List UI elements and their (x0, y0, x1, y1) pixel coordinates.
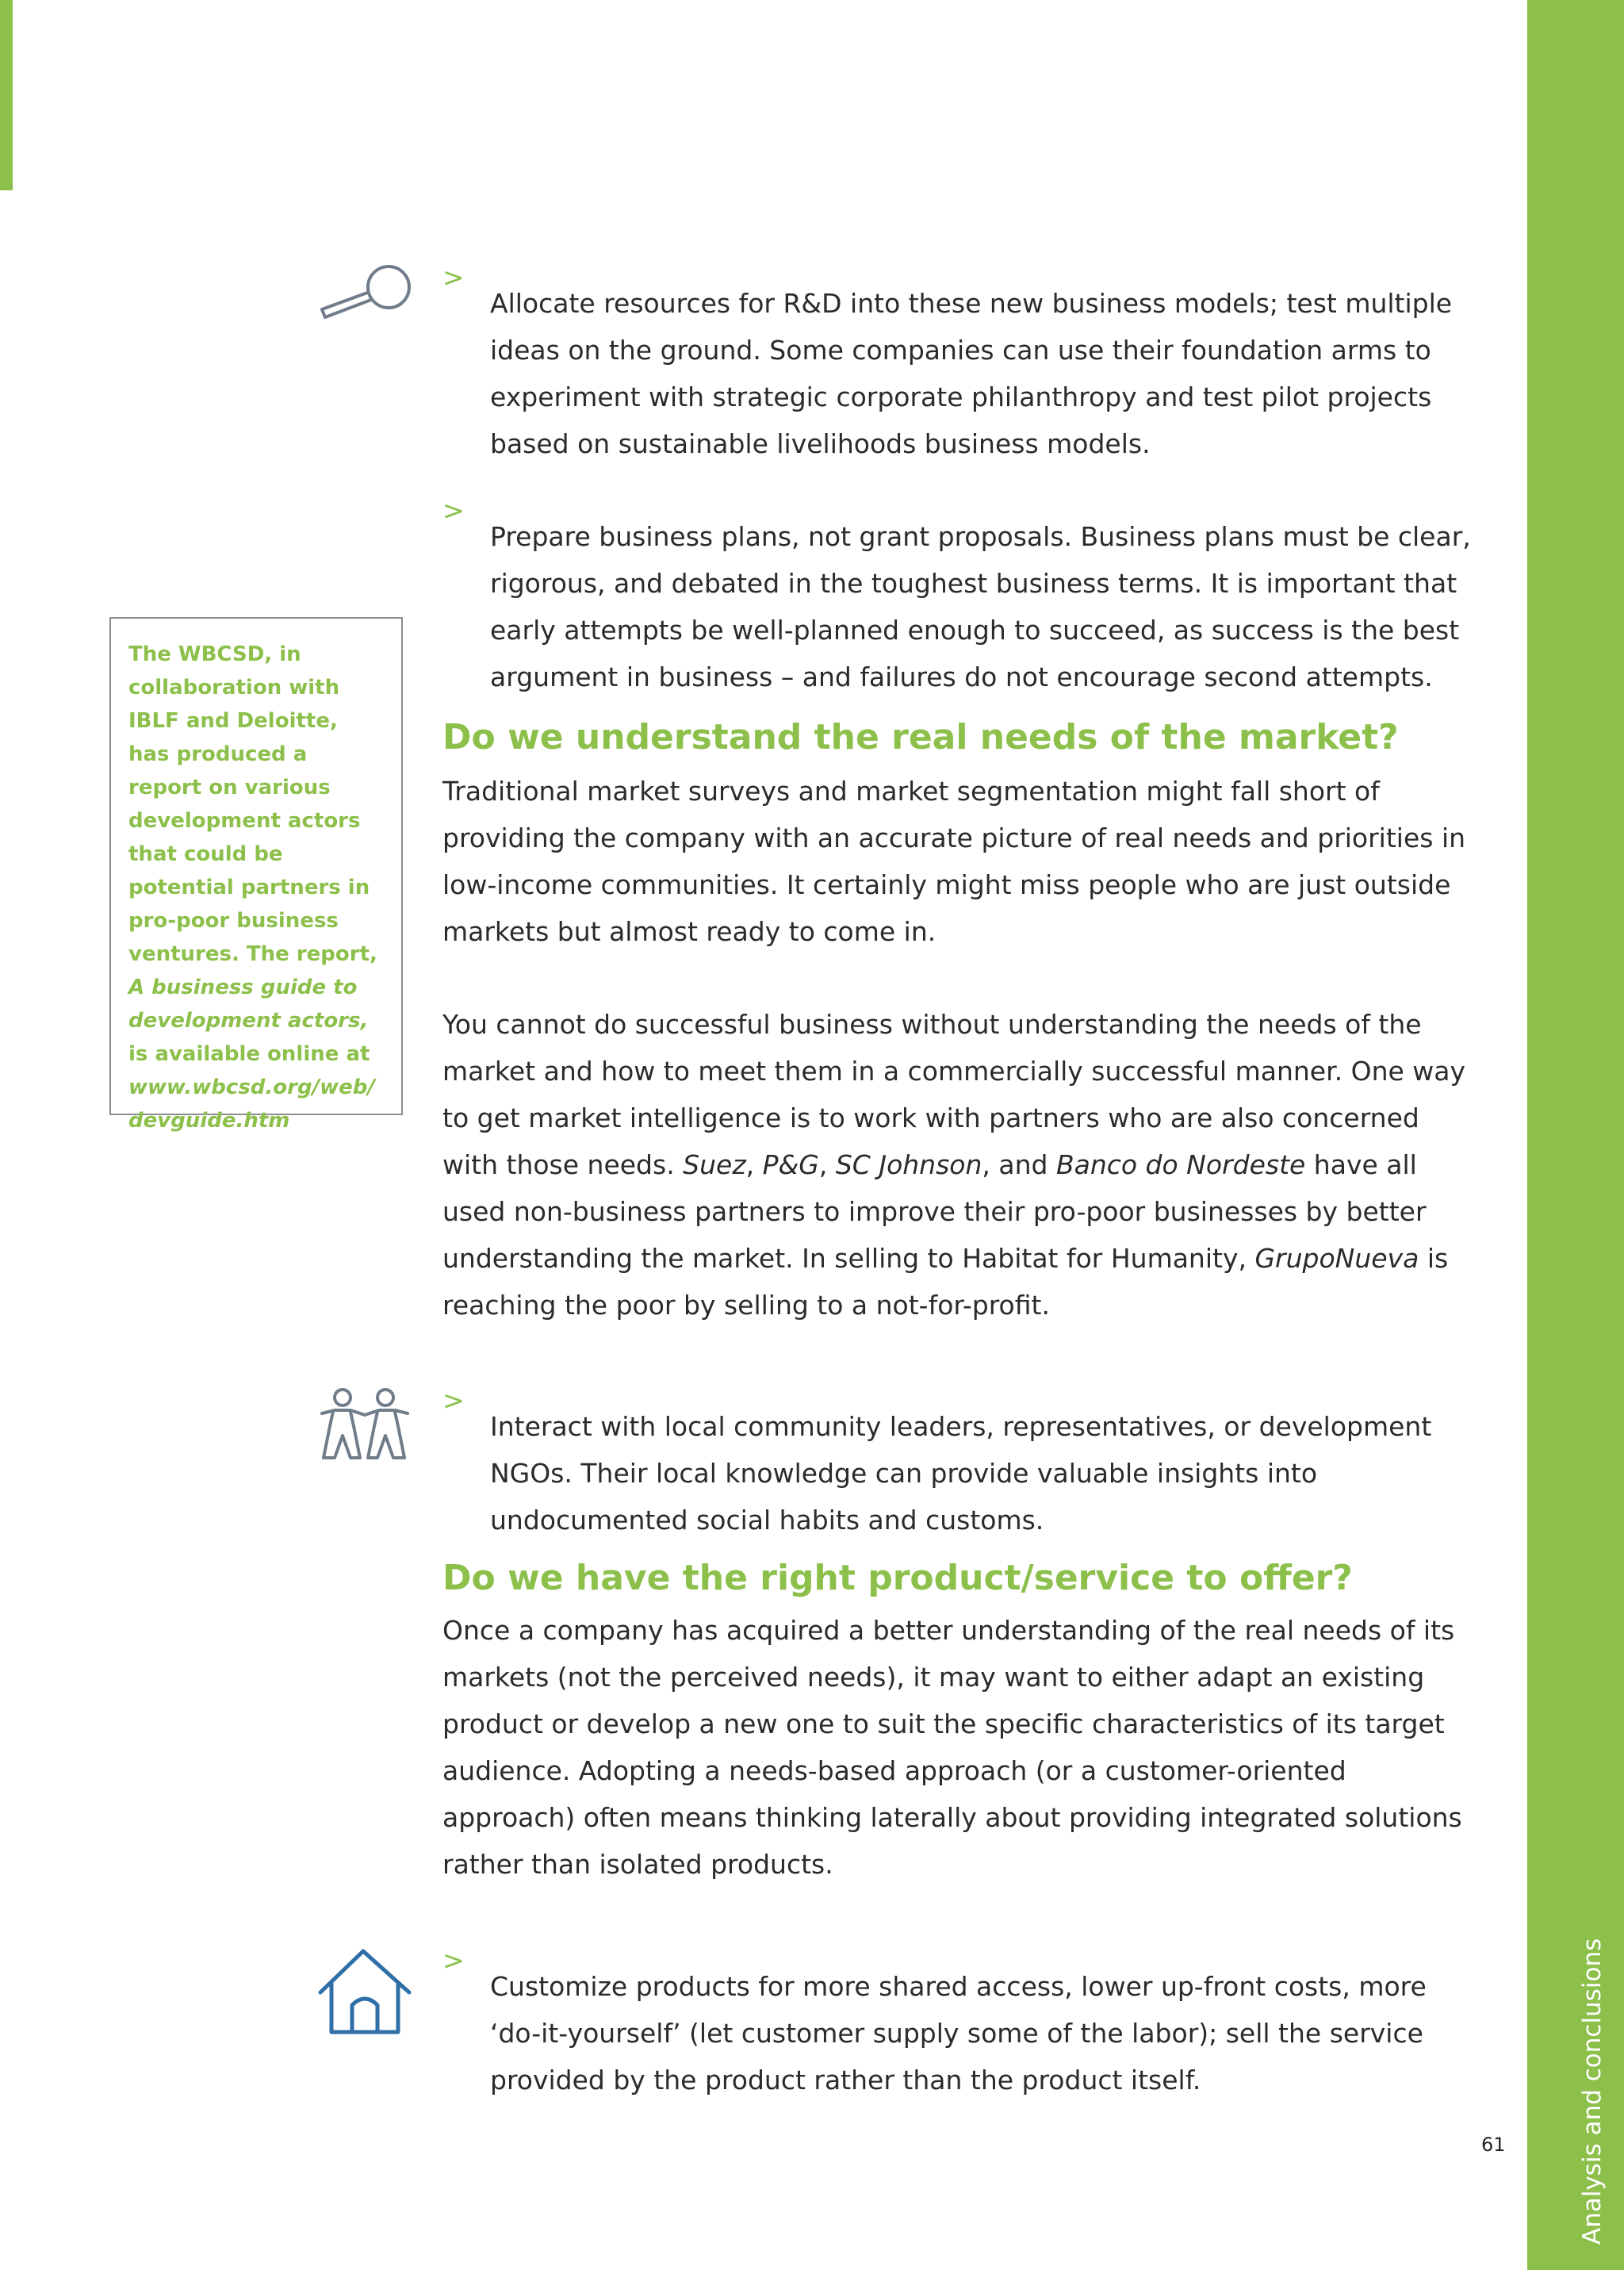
bullet-text: Prepare business plans, not grant proposals. Business plans must be clear, rigorous, and debated in the toughest business terms. It is important that early attempts be well-planned enough to succeed, as success is the best argument in business – and failures do not encourage second attempts. (490, 521, 1471, 692)
para2-a: You cannot do successful business without understanding the needs of the market and how to meet them in a commercially successful manner. One way to get market intelligence is to work with partners who are also concerned with those needs. (442, 1009, 1466, 1180)
paragraph (442, 1001, 1473, 1329)
house-icon (316, 1945, 414, 2038)
magnifier-icon (316, 260, 417, 324)
bullet-business-plans (442, 487, 1473, 727)
para2-b: have all used non-business partners to improve their pro-poor businesses by better understanding the market. In selling to Habitat for Humanity, (442, 1149, 1427, 1274)
side-band-label: Analysis and conclusions (1578, 1938, 1607, 2245)
bullet-customize-products (442, 1937, 1473, 2130)
accent-bar-top (0, 0, 13, 190)
bullet-local-leaders (442, 1377, 1473, 1570)
bullet-marker: > (442, 262, 465, 293)
bullet-text: Customize products for more shared access, lower up-front costs, more ‘do-it-yourself’ (let customer supply some of the labor); sell the service provided by the product rather than the product itself. (490, 1971, 1427, 2096)
company-banco-do-nordeste: Banco do Nordeste (1055, 1149, 1306, 1180)
people-icon (316, 1386, 412, 1463)
section-heading-right-product: Do we have the right product/service to offer? (442, 1558, 1353, 1598)
page-number: 61 (1481, 2134, 1506, 2156)
bullet-text: Allocate resources for R&D into these new business models; test multiple ideas on the ground. Some companies can use their foundation arms to experiment with strategic corporate philanthropy and test pilot projects based on sustainable livelihoods business models. (490, 288, 1453, 459)
section1-para1 (442, 768, 1473, 955)
company-suez: Suez (683, 1149, 746, 1180)
separator: , (745, 1149, 763, 1180)
para2-c: is reaching the poor by selling to a not-for-profit. (442, 1243, 1449, 1321)
section-heading-market-needs: Do we understand the real needs of the market? (442, 717, 1399, 757)
sidebar-report-title: A business guide to development actors, (128, 976, 369, 1033)
bullet-marker: > (442, 1945, 465, 1976)
bullet-rnd (442, 254, 1473, 493)
separator: , and (982, 1149, 1056, 1180)
sidebar-text-2: is available online at (128, 1042, 370, 1066)
paragraph: Once a company has acquired a better understanding of the real needs of its markets (not the perceived needs), it may want to either adapt an existing product or develop a new one to suit the specific characteristics of its target audience. Adopting a needs-based approach (or a customer-oriented approach) often means thinking laterally about providing integrated solutions rather than isolated products. (442, 1615, 1462, 1880)
sidebar-note (109, 617, 403, 1133)
bullet-marker: > (442, 495, 465, 526)
sidebar-url: www.wbcsd.org/web/ devguide.htm (128, 1076, 375, 1133)
paragraph: Traditional market surveys and market segmentation might fall short of providing the company with an accurate picture of real needs and priorities in low-income communities. It certainly might miss people who are just outside markets but almost ready to come in. (442, 776, 1466, 947)
bullet-text: Interact with local community leaders, representatives, or development NGOs. Their local knowledge can provide valuable insights into undocumented social habits and customs. (490, 1411, 1432, 1536)
side-band (1527, 0, 1624, 2270)
sidebar-text-1: The WBCSD, in collaboration with IBLF and Deloitte, has produced a report on various development actors that could be potential partners in pro-poor business ventures. The report, (128, 642, 377, 966)
company-pg: P&G (762, 1149, 819, 1180)
bullet-marker: > (442, 1385, 465, 1416)
section1-para2 (442, 1001, 1473, 1329)
company-sc-johnson: SC Johnson (835, 1149, 982, 1180)
company-gruponueva: GrupoNueva (1254, 1243, 1419, 1274)
section2-para1 (442, 1607, 1473, 1888)
separator: , (818, 1149, 836, 1180)
